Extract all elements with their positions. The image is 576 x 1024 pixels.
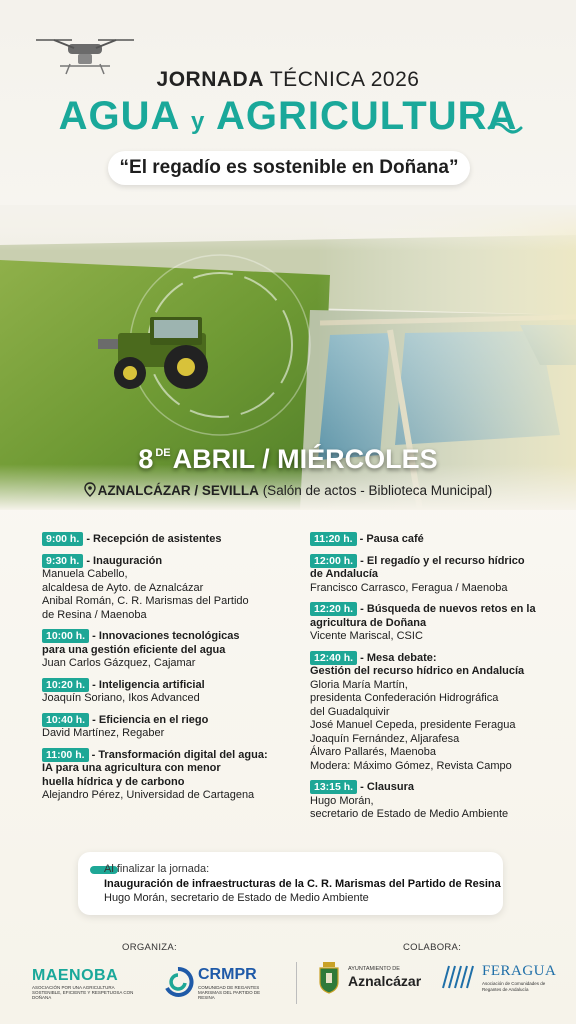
location-bold: AZNALCÁZAR / SEVILLA bbox=[97, 483, 259, 498]
program-item-line: secretario de Estado de Medio Ambiente bbox=[310, 808, 509, 820]
program-item-line: Joaquín Fernández, Aljarafesa bbox=[310, 732, 460, 745]
program-item-line: agricultura de Doñana bbox=[310, 616, 427, 629]
program-item-line: de Resina / Maenoba bbox=[42, 608, 147, 621]
program-item: 10:40 h. - Eficiencia en el riego David Martínez, Regaber bbox=[42, 713, 294, 741]
date-day-sup: DE bbox=[155, 447, 171, 459]
program-item-line: para una gestión eficiente del agua bbox=[42, 643, 226, 656]
maenoba-name: MAENOBA bbox=[32, 967, 119, 984]
program-item: 10:20 h. - Inteligencia artificial Joaquín Soriano, Ikos Advanced bbox=[42, 678, 294, 706]
closing-person: Hugo Morán, secretario de Estado de Medio Ambiente bbox=[104, 892, 369, 904]
location-rest: (Salón de actos - Biblioteca Municipal) bbox=[262, 483, 493, 498]
feragua-subtitle: Asociación de Comunidades de Regantes de Andalucía bbox=[482, 981, 546, 992]
event-date bbox=[0, 444, 576, 475]
program-item: 13:15 h. - Clausura Hugo Morán, secretario de Estado de Medio Ambiente bbox=[310, 780, 550, 822]
sponsor-divider bbox=[296, 962, 297, 1004]
program-item-line: Gloria María Martín, bbox=[310, 678, 408, 691]
time-badge: 12:20 h. bbox=[310, 602, 357, 616]
time-badge: 10:00 h. bbox=[42, 629, 89, 643]
program-item-line: Francisco Carrasco, Feragua / Maenoba bbox=[310, 581, 508, 594]
program-item-title: Mesa debate: bbox=[366, 651, 437, 664]
program-item-line: alcaldesa de Ayto. de Aznalcázar bbox=[42, 581, 204, 594]
ayuntamiento-label: AYUNTAMIENTO DE bbox=[348, 966, 400, 972]
maenoba-tagline: ASOCIACIÓN POR UNA AGRICULTURA SOSTENIBLE, EFICIENTE Y RESPETUOSA CON DOÑANA bbox=[32, 985, 134, 1000]
program-item-line: Gestión del recurso hídrico en Andalucía bbox=[310, 665, 525, 677]
program-item-line: del Guadalquivir bbox=[310, 705, 390, 718]
program-item-title: Clausura bbox=[366, 781, 414, 793]
program-item-title: Inauguración bbox=[93, 554, 163, 567]
program-item-line: Alejandro Pérez, Universidad de Cartagena bbox=[42, 789, 255, 801]
program-item-title: Búsqueda de nuevos retos en la bbox=[366, 603, 536, 615]
program-item: 12:00 h. - El regadío y el recurso hídrico de Andalucía Francisco Carrasco, Feragua / Maenoba bbox=[310, 554, 550, 596]
closing-box bbox=[78, 852, 503, 915]
program-item: 10:00 h. - Innovaciones tecnológicas para una gestión eficiente del agua Juan Carlos Gázquez, Cajamar bbox=[42, 629, 294, 671]
program-item-line: Juan Carlos Gázquez, Cajamar bbox=[42, 657, 196, 669]
program-item-line: Joaquín Soriano, Ikos Advanced bbox=[42, 692, 200, 704]
crmpr-subtitle: COMUNIDAD DE REGANTES MARISMAS DEL PARTIDO DE RESINA bbox=[198, 985, 261, 1000]
event-kicker bbox=[0, 68, 576, 92]
slogan-pill: “El regadío es sostenible en Doñana” bbox=[108, 151, 470, 185]
program-item-line: Álvaro Pallarés, Maenoba bbox=[310, 746, 436, 758]
location-pin-icon bbox=[84, 482, 96, 497]
program-item: 12:40 h. - Mesa debate: Gestión del recurso hídrico en Andalucía Gloria María Martín, presidenta Confederación Hidrográfica del Guadalquivir José Manuel Cepeda, presidente Feragua Joaquín Fernández, Aljarafesa Álvaro Pallarés, Maenoba Modera: Máximo Gómez, Revista Campo bbox=[310, 651, 550, 774]
program-item: 9:30 h. - Inauguración Manuela Cabello, alcaldesa de Ayto. de Aznalcázar Anibal Román, C. R. Marismas del Partido de Resina / Maenoba bbox=[42, 554, 294, 623]
program-item: 11:20 h. - Pausa café bbox=[310, 532, 550, 547]
program-item-line: Modera: Máximo Gómez, Revista Campo bbox=[310, 759, 512, 772]
title-part2: AGRICULTURA bbox=[216, 94, 518, 138]
program-item-line: Anibal Román, C. R. Marismas del Partido bbox=[42, 595, 249, 607]
maenoba-logo bbox=[32, 967, 144, 1000]
time-badge: 9:30 h. bbox=[42, 554, 83, 568]
time-badge: 9:00 h. bbox=[42, 532, 83, 546]
date-rest: ABRIL / MIÉRCOLES bbox=[172, 444, 438, 474]
title-y: y bbox=[191, 108, 206, 135]
program-item-line: José Manuel Cepeda, presidente Feragua bbox=[310, 719, 516, 731]
program-item-line: presidenta Confederación Hidrográfica bbox=[310, 692, 499, 704]
time-badge: 12:00 h. bbox=[310, 554, 357, 568]
shield-icon bbox=[318, 962, 340, 994]
jornada-bold: JORNADA bbox=[156, 68, 264, 91]
date-day: 8 bbox=[138, 444, 154, 474]
wave-icon bbox=[487, 118, 527, 136]
program-item-title: Innovaciones tecnológicas bbox=[98, 630, 240, 642]
program-item-title: Inteligencia artificial bbox=[98, 678, 205, 691]
program-item-line: Manuela Cabello, bbox=[42, 568, 128, 580]
program-right-column bbox=[310, 532, 550, 829]
feragua-name: FERAGUA bbox=[482, 963, 557, 979]
program-item-title: Recepción de asistentes bbox=[93, 533, 222, 545]
program-item-line: huella hídrica y de carbono bbox=[42, 775, 185, 788]
event-location bbox=[0, 482, 576, 498]
program-item-title: Transformación digital del agua: bbox=[98, 748, 268, 761]
time-badge: 12:40 h. bbox=[310, 651, 357, 665]
jornada-rest: TÉCNICA 2026 bbox=[269, 68, 420, 91]
time-badge: 11:20 h. bbox=[310, 532, 357, 546]
program-item-line: Vicente Mariscal, CSIC bbox=[310, 630, 423, 642]
crmpr-name: CRMPR bbox=[198, 966, 257, 983]
program-item-line: de Andalucía bbox=[310, 568, 379, 580]
crmpr-logo-icon bbox=[162, 966, 194, 998]
program-item-title: Pausa café bbox=[366, 533, 424, 545]
program-item-line: IA para una agricultura con menor bbox=[42, 762, 221, 774]
time-badge: 11:00 h. bbox=[42, 748, 89, 762]
program-item: 9:00 h. - Recepción de asistentes bbox=[42, 532, 294, 547]
title-part1: AGUA bbox=[58, 94, 179, 138]
colabora-label: COLABORA: bbox=[403, 942, 462, 953]
program-item-title: El regadío y el recurso hídrico bbox=[366, 554, 525, 567]
program-left-column bbox=[42, 532, 294, 810]
ayuntamiento-name: Aznalcázar bbox=[348, 973, 422, 989]
program-item-title: Eficiencia en el riego bbox=[98, 713, 209, 726]
program-item-line: David Martínez, Regaber bbox=[42, 727, 165, 739]
time-badge: 10:40 h. bbox=[42, 713, 89, 727]
program-item: 11:00 h. - Transformación digital del agua: IA para una agricultura con menor huella hídrica y de carbono Alejandro Pérez, Universidad de Cartagena bbox=[42, 748, 294, 803]
program-item-line: Hugo Morán, bbox=[310, 794, 374, 807]
organiza-label: ORGANIZA: bbox=[122, 942, 177, 953]
closing-intro: Al finalizar la jornada: bbox=[104, 863, 210, 875]
program-item: 12:20 h. - Búsqueda de nuevos retos en la agricultura de Doñana Vicente Mariscal, CSIC bbox=[310, 602, 550, 644]
closing-title: Inauguración de infraestructuras de la C. R. Marismas del Partido de Resina bbox=[104, 878, 501, 890]
time-badge: 13:15 h. bbox=[310, 780, 357, 794]
time-badge: 10:20 h. bbox=[42, 678, 89, 692]
feragua-logo-icon bbox=[440, 964, 478, 990]
